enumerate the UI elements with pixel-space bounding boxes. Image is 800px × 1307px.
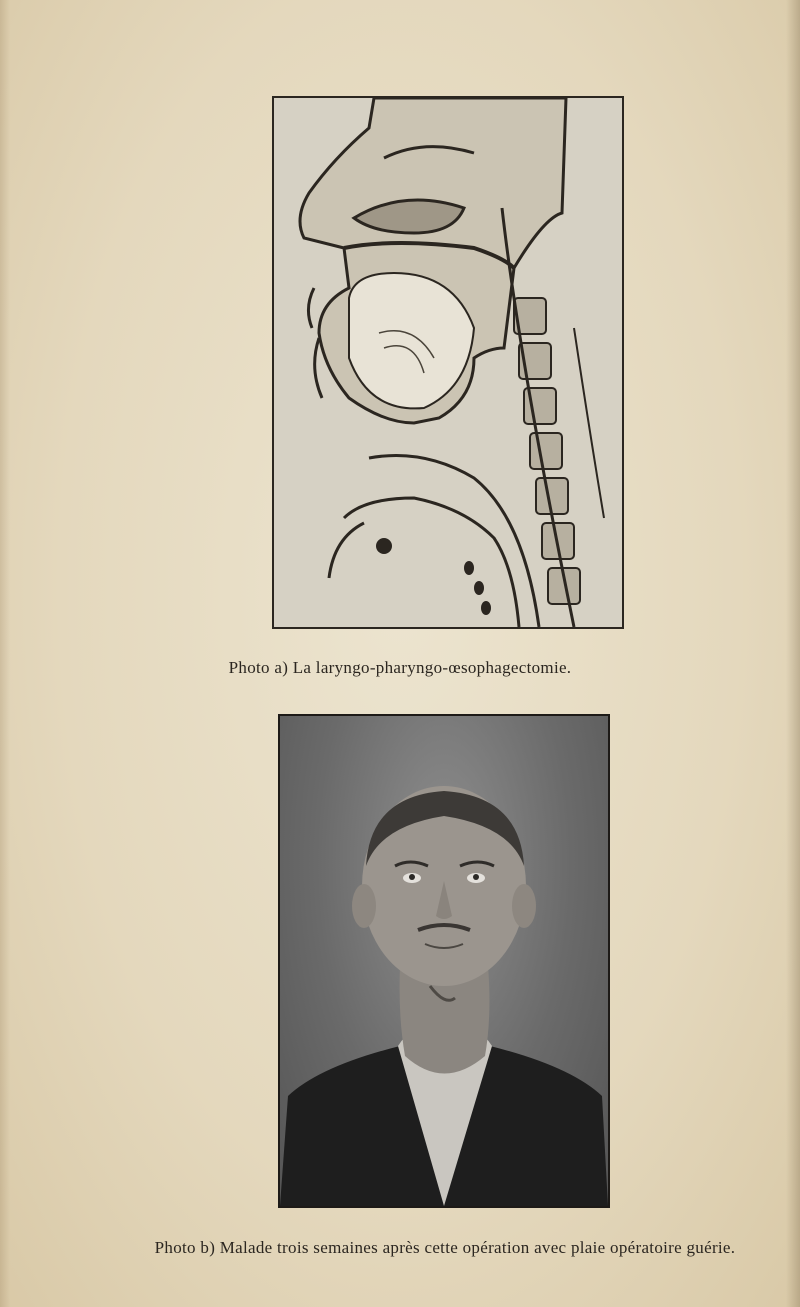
patient-portrait: [280, 716, 608, 1206]
figure-b-patient-photograph: [278, 714, 610, 1208]
sagittal-section-drawing: [274, 98, 622, 627]
page-left-edge-shadow: [0, 0, 10, 1307]
figure-b-caption: Photo b) Malade trois semaines après cette opération avec plaie opératoire guérie.: [154, 1238, 736, 1257]
larynx-opening: [376, 538, 392, 554]
left-ear: [352, 884, 376, 928]
figure-a-anatomical-illustration: [272, 96, 624, 629]
right-ear: [512, 884, 536, 928]
figure-a-caption: Photo a) La laryngo-pharyngo-œsophagectomie.: [228, 658, 572, 677]
page-right-edge-shadow: [786, 0, 800, 1307]
